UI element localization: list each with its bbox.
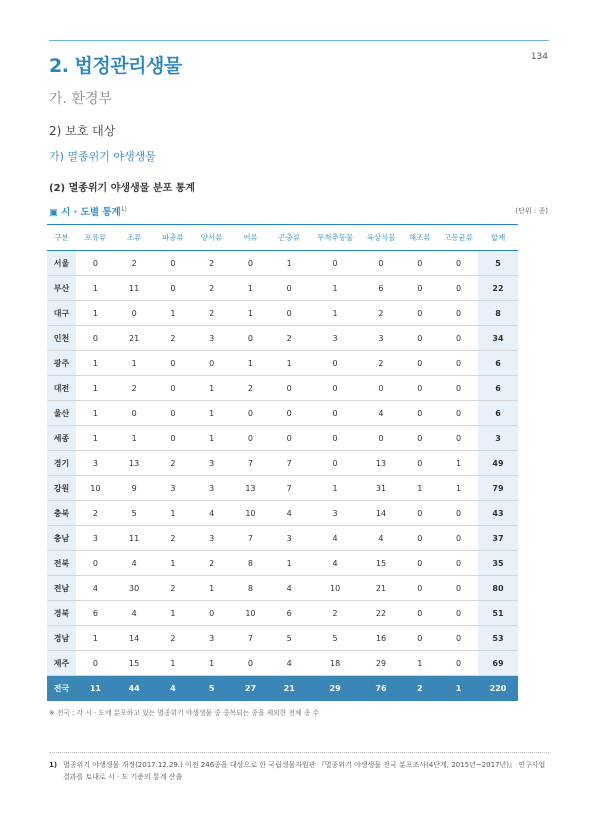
table-cell: 0 xyxy=(192,351,231,376)
total-row-cell: 29 xyxy=(309,676,362,702)
table-cell: 0 xyxy=(309,426,362,451)
region-cell: 경남 xyxy=(47,626,76,651)
table-cell: 0 xyxy=(231,326,270,351)
table-cell: 1 xyxy=(192,651,231,676)
heading-title: (2) 멸종위기 야생생물 분포 통계 xyxy=(49,183,195,194)
region-cell: 경기 xyxy=(47,451,76,476)
table-row xyxy=(47,301,518,326)
region-cell: 충남 xyxy=(47,526,76,551)
table-cell: 3 xyxy=(192,626,231,651)
table-row xyxy=(47,401,518,426)
table-cell: 0 xyxy=(76,326,115,351)
row-total-cell: 49 xyxy=(478,451,518,476)
table-cell: 0 xyxy=(439,251,478,276)
table-cell: 3 xyxy=(362,326,401,351)
table-cell: 29 xyxy=(362,651,401,676)
table-row xyxy=(47,526,518,551)
region-cell: 경북 xyxy=(47,601,76,626)
table-cell: 1 xyxy=(400,476,439,501)
table-row xyxy=(47,351,518,376)
table-cell: 0 xyxy=(362,251,401,276)
table-cell: 0 xyxy=(231,401,270,426)
table-cell: 10 xyxy=(231,501,270,526)
table-cell: 3 xyxy=(309,326,362,351)
table-cell: 7 xyxy=(231,526,270,551)
table-cell: 0 xyxy=(439,376,478,401)
table-cell: 3 xyxy=(76,526,115,551)
table-cell: 6 xyxy=(270,601,309,626)
region-cell: 전남 xyxy=(47,576,76,601)
table-cell: 0 xyxy=(439,401,478,426)
table-cell: 0 xyxy=(76,651,115,676)
table-cell: 21 xyxy=(115,326,154,351)
table-cell: 1 xyxy=(270,351,309,376)
table-cell: 1 xyxy=(309,476,362,501)
table-cell: 2 xyxy=(154,526,193,551)
column-header: 양서류 xyxy=(200,233,223,242)
table-cell: 0 xyxy=(309,451,362,476)
table-cell: 4 xyxy=(270,651,309,676)
table-cell: 1 xyxy=(270,551,309,576)
table-cell: 7 xyxy=(270,476,309,501)
table-cell: 0 xyxy=(231,426,270,451)
region-cell: 강원 xyxy=(47,476,76,501)
table-cell: 4 xyxy=(115,601,154,626)
stats-table-wrapper xyxy=(47,224,518,701)
row-total-cell: 53 xyxy=(478,626,518,651)
table-cell: 0 xyxy=(439,276,478,301)
table-cell: 1 xyxy=(439,451,478,476)
table-cell: 0 xyxy=(439,426,478,451)
subchapter-title: 가. 환경부 xyxy=(49,91,112,107)
table-cell: 4 xyxy=(309,551,362,576)
table-cell: 11 xyxy=(115,276,154,301)
table-cell: 10 xyxy=(76,476,115,501)
table-cell: 0 xyxy=(400,451,439,476)
table-cell: 1 xyxy=(154,501,193,526)
table-cell: 0 xyxy=(115,401,154,426)
table-cell: 7 xyxy=(270,451,309,476)
table-row xyxy=(47,376,518,401)
table-cell: 2 xyxy=(154,326,193,351)
column-header: 무척추동물 xyxy=(316,233,354,242)
table-cell: 15 xyxy=(115,651,154,676)
row-total-cell: 35 xyxy=(478,551,518,576)
table-row xyxy=(47,276,518,301)
table-cell: 10 xyxy=(231,601,270,626)
table-cell: 2 xyxy=(115,251,154,276)
table-cell: 3 xyxy=(309,501,362,526)
row-total-cell: 43 xyxy=(478,501,518,526)
table-cell: 0 xyxy=(400,351,439,376)
region-cell: 대전 xyxy=(47,376,76,401)
table-row xyxy=(47,426,518,451)
table-cell: 0 xyxy=(400,526,439,551)
table-cell: 0 xyxy=(400,501,439,526)
table-cell: 8 xyxy=(231,576,270,601)
table-cell: 0 xyxy=(439,551,478,576)
table-row xyxy=(47,576,518,601)
table-unit: (단위 : 종) xyxy=(515,207,548,215)
table-cell: 0 xyxy=(154,376,193,401)
table-cell: 3 xyxy=(192,451,231,476)
table-cell: 0 xyxy=(115,301,154,326)
table-cell: 5 xyxy=(115,501,154,526)
table-cell: 0 xyxy=(439,301,478,326)
table-cell: 1 xyxy=(115,426,154,451)
table-cell: 16 xyxy=(362,626,401,651)
row-total-cell: 8 xyxy=(478,301,518,326)
table-cell: 0 xyxy=(400,326,439,351)
table-cell: 1 xyxy=(309,276,362,301)
region-cell: 충북 xyxy=(47,501,76,526)
column-header: 육상식물 xyxy=(366,233,396,242)
row-total-cell: 34 xyxy=(478,326,518,351)
table-cell: 5 xyxy=(270,626,309,651)
table-cell: 0 xyxy=(439,576,478,601)
table-cell: 1 xyxy=(231,351,270,376)
table-cell: 4 xyxy=(192,501,231,526)
table-cell: 2 xyxy=(192,251,231,276)
table-cell: 3 xyxy=(154,476,193,501)
footnote-rule xyxy=(49,752,549,753)
table-cell: 0 xyxy=(439,601,478,626)
table-cell: 0 xyxy=(309,401,362,426)
table-cell: 14 xyxy=(362,501,401,526)
region-cell: 제주 xyxy=(47,651,76,676)
table-cell: 4 xyxy=(362,401,401,426)
total-row-cell: 1 xyxy=(439,676,478,702)
total-row-label: 전국 xyxy=(47,676,76,702)
table-cell: 3 xyxy=(270,526,309,551)
table-cell: 11 xyxy=(115,526,154,551)
table-cell: 1 xyxy=(154,651,193,676)
table-cell: 0 xyxy=(362,426,401,451)
table-cell: 0 xyxy=(154,426,193,451)
table-cell: 1 xyxy=(192,576,231,601)
table-cell: 1 xyxy=(400,651,439,676)
table-cell: 7 xyxy=(231,626,270,651)
table-cell: 0 xyxy=(270,276,309,301)
row-total-cell: 6 xyxy=(478,351,518,376)
table-cell: 1 xyxy=(154,601,193,626)
table-cell: 0 xyxy=(400,626,439,651)
table-title-footnote-ref: 1) xyxy=(120,205,127,213)
table-cell: 1 xyxy=(76,376,115,401)
table-cell: 0 xyxy=(270,401,309,426)
table-cell: 0 xyxy=(270,301,309,326)
table-cell: 1 xyxy=(76,301,115,326)
region-cell: 세종 xyxy=(47,426,76,451)
row-total-cell: 80 xyxy=(478,576,518,601)
table-cell: 0 xyxy=(154,251,193,276)
table-cell: 7 xyxy=(231,451,270,476)
table-cell: 1 xyxy=(439,476,478,501)
total-row-cell: 21 xyxy=(270,676,309,702)
table-cell: 0 xyxy=(400,601,439,626)
table-cell: 0 xyxy=(439,501,478,526)
region-cell: 전북 xyxy=(47,551,76,576)
table-cell: 22 xyxy=(362,601,401,626)
table-cell: 2 xyxy=(154,626,193,651)
row-total-cell: 22 xyxy=(478,276,518,301)
table-cell: 0 xyxy=(76,251,115,276)
table-cell: 5 xyxy=(309,626,362,651)
subsection-title: 가) 멸종위기 야생생물 xyxy=(49,150,156,163)
table-cell: 0 xyxy=(439,351,478,376)
table-row xyxy=(47,601,518,626)
table-cell: 0 xyxy=(154,351,193,376)
table-cell: 13 xyxy=(231,476,270,501)
table-cell: 0 xyxy=(400,576,439,601)
row-total-cell: 5 xyxy=(478,251,518,276)
table-cell: 1 xyxy=(231,276,270,301)
table-row xyxy=(47,651,518,676)
table-cell: 13 xyxy=(115,451,154,476)
row-total-cell: 69 xyxy=(478,651,518,676)
table-cell: 0 xyxy=(400,426,439,451)
table-cell: 1 xyxy=(192,376,231,401)
table-cell: 2 xyxy=(309,601,362,626)
table-cell: 18 xyxy=(309,651,362,676)
row-total-cell: 51 xyxy=(478,601,518,626)
table-cell: 4 xyxy=(270,501,309,526)
total-row-cell: 2 xyxy=(400,676,439,702)
table-cell: 10 xyxy=(309,576,362,601)
table-cell: 3 xyxy=(192,526,231,551)
table-cell: 31 xyxy=(362,476,401,501)
table-cell: 1 xyxy=(154,301,193,326)
table-row xyxy=(47,451,518,476)
table-cell: 1 xyxy=(270,251,309,276)
table-cell: 6 xyxy=(76,601,115,626)
table-cell: 0 xyxy=(309,351,362,376)
column-header: 해조류 xyxy=(408,233,431,242)
footnote-text: 멸종위기 야생생물 개정(2017.12.29.) 이전 246종을 대상으로 한 국립생물자원관 『멸종위기 야생생물 전국 분포조사(4단계, 2015년~2017년)』 연구사업 결과를 토대로 시 · 도 기준의 통계 산출 xyxy=(63,761,546,781)
region-cell: 서울 xyxy=(47,251,76,276)
table-cell: 4 xyxy=(76,576,115,601)
total-row-cell: 11 xyxy=(76,676,115,702)
table-cell: 1 xyxy=(76,351,115,376)
region-cell: 광주 xyxy=(47,351,76,376)
region-cell: 부산 xyxy=(47,276,76,301)
table-cell: 0 xyxy=(154,276,193,301)
table-cell: 1 xyxy=(76,276,115,301)
table-cell: 1 xyxy=(76,626,115,651)
table-cell: 0 xyxy=(231,651,270,676)
table-cell: 0 xyxy=(309,251,362,276)
table-cell: 1 xyxy=(76,401,115,426)
table-row xyxy=(47,551,518,576)
total-row-cell: 27 xyxy=(231,676,270,702)
header-rule xyxy=(49,40,549,41)
table-cell: 0 xyxy=(400,251,439,276)
table-cell: 0 xyxy=(400,401,439,426)
table-cell: 0 xyxy=(400,376,439,401)
table-cell: 3 xyxy=(192,326,231,351)
table-cell: 2 xyxy=(76,501,115,526)
table-cell: 1 xyxy=(154,551,193,576)
table-cell: 21 xyxy=(362,576,401,601)
table-cell: 0 xyxy=(270,376,309,401)
table-cell: 15 xyxy=(362,551,401,576)
row-total-cell: 79 xyxy=(478,476,518,501)
column-header: 합계 xyxy=(490,233,506,242)
table-row xyxy=(47,251,518,276)
table-cell: 6 xyxy=(362,276,401,301)
table-cell: 1 xyxy=(231,301,270,326)
table-cell: 4 xyxy=(270,576,309,601)
table-row xyxy=(47,626,518,651)
table-cell: 2 xyxy=(192,276,231,301)
table-cell: 0 xyxy=(192,601,231,626)
row-total-cell: 6 xyxy=(478,376,518,401)
table-cell: 0 xyxy=(400,301,439,326)
table-cell: 2 xyxy=(270,326,309,351)
table-cell: 3 xyxy=(192,476,231,501)
table-cell: 0 xyxy=(400,551,439,576)
table-cell: 4 xyxy=(362,526,401,551)
table-cell: 2 xyxy=(115,376,154,401)
table-cell: 0 xyxy=(400,276,439,301)
table-cell: 1 xyxy=(192,426,231,451)
section-title: 2) 보호 대상 xyxy=(49,124,116,138)
table-cell: 2 xyxy=(154,451,193,476)
table-cell: 0 xyxy=(439,326,478,351)
table-row xyxy=(47,501,518,526)
stats-table xyxy=(47,224,518,701)
table-note: ※ 전국 : 각 시 · 도에 분포하고 있는 멸종위기 야생생물 중 중복되는 종을 제외한 전체 종 수 xyxy=(49,709,320,717)
column-header: 파충류 xyxy=(162,233,184,242)
table-cell: 1 xyxy=(76,426,115,451)
table-cell: 2 xyxy=(362,301,401,326)
table-cell: 9 xyxy=(115,476,154,501)
region-cell: 울산 xyxy=(47,401,76,426)
total-row-cell: 76 xyxy=(362,676,401,702)
table-cell: 13 xyxy=(362,451,401,476)
table-cell: 1 xyxy=(309,301,362,326)
page-number: 134 xyxy=(530,52,548,62)
total-row-cell: 44 xyxy=(115,676,154,702)
table-cell: 8 xyxy=(231,551,270,576)
total-row-cell: 5 xyxy=(192,676,231,702)
table-cell: 2 xyxy=(192,301,231,326)
column-header: 어류 xyxy=(243,233,258,242)
column-header: 구분 xyxy=(54,233,69,242)
row-total-cell: 3 xyxy=(478,426,518,451)
table-cell: 0 xyxy=(439,526,478,551)
total-row xyxy=(47,676,518,702)
chapter-title: 2. 법정관리생물 xyxy=(49,55,182,77)
table-cell: 30 xyxy=(115,576,154,601)
table-cell: 2 xyxy=(192,551,231,576)
table-header-row xyxy=(47,225,518,251)
column-header: 포유류 xyxy=(84,233,107,242)
table-cell: 2 xyxy=(154,576,193,601)
footnote-number: 1) xyxy=(49,761,58,769)
table-cell: 0 xyxy=(362,376,401,401)
column-header: 조류 xyxy=(126,233,142,242)
table-cell: 0 xyxy=(309,376,362,401)
table-cell: 0 xyxy=(76,551,115,576)
column-header: 고등균류 xyxy=(444,233,474,242)
table-cell: 14 xyxy=(115,626,154,651)
footnote xyxy=(49,759,549,783)
column-header: 곤충류 xyxy=(278,233,301,242)
table-cell: 1 xyxy=(115,351,154,376)
region-cell: 인천 xyxy=(47,326,76,351)
table-cell: 0 xyxy=(231,251,270,276)
total-row-cell: 4 xyxy=(154,676,193,702)
table-cell: 4 xyxy=(115,551,154,576)
row-total-cell: 37 xyxy=(478,526,518,551)
table-cell: 0 xyxy=(154,401,193,426)
table-cell: 4 xyxy=(309,526,362,551)
table-row xyxy=(47,326,518,351)
table-cell: 2 xyxy=(231,376,270,401)
table-cell: 0 xyxy=(439,651,478,676)
region-cell: 대구 xyxy=(47,301,76,326)
table-title xyxy=(49,204,127,218)
table-cell: 3 xyxy=(76,451,115,476)
table-title-text: ▣ 시 · 도별 통계 xyxy=(49,207,121,218)
row-total-cell: 6 xyxy=(478,401,518,426)
table-cell: 1 xyxy=(192,401,231,426)
table-cell: 0 xyxy=(270,426,309,451)
total-row-cell: 220 xyxy=(478,676,518,702)
table-cell: 2 xyxy=(362,351,401,376)
table-row xyxy=(47,476,518,501)
table-cell: 0 xyxy=(439,626,478,651)
